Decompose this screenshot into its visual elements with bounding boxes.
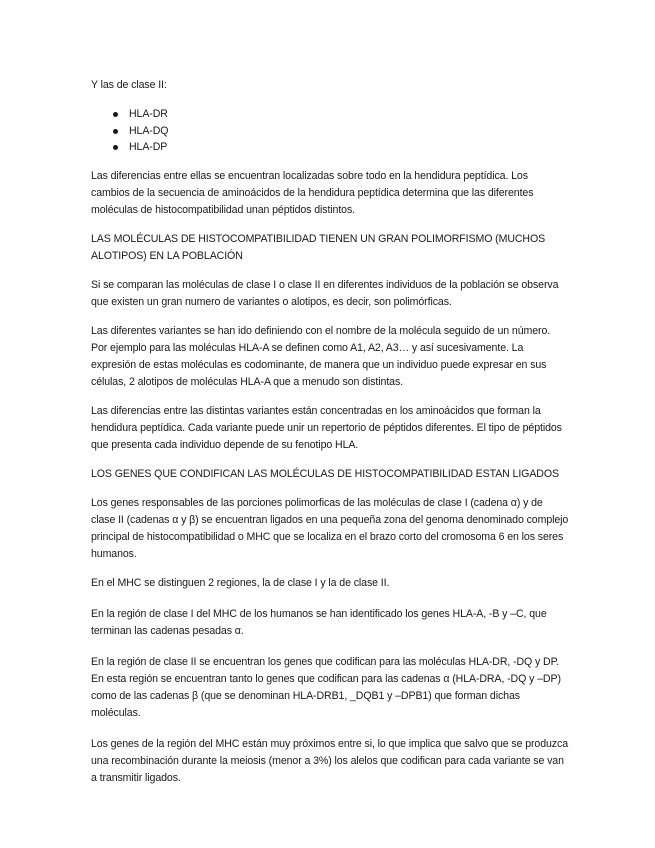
bullet-icon: [113, 129, 118, 134]
intro-line: Y las de clase II:: [91, 79, 167, 91]
paragraph-regions: En el MHC se distinguen 2 regiones, la de clase I y la de clase II.: [91, 576, 390, 589]
paragraph-mhc-genes: Los genes responsables de las porciones polimorficas de las moléculas de clase I (cadena α) y de clase II (cadenas α y β) se encuentran ligados en una pequeña zona del genoma denominado complejo principal de histocompatibilidad o MHC que se localiza en el brazo corto del cromosoma 6 en los seres humanos.: [91, 496, 569, 560]
paragraph-variants: Las diferentes variantes se han ido definiendo con el nombre de la molécula seguido de un número. Por ejemplo para las moléculas HLA-A se definen como A1, A2, A3… y así sucesivamente. La expresión de estas moléculas es codominante, de manera que un individuo puede expresar en sus células, 2 alotipos de moléculas HLA-A que a menudo son distintas.: [91, 324, 551, 388]
bullet-icon: [113, 112, 118, 117]
section-heading-linked-genes: LOS GENES QUE CONDIFICAN LAS MOLÉCULAS DE HISTOCOMPATIBILIDAD ESTAN LIGADOS: [91, 467, 559, 480]
list-item-text: HLA-DP: [129, 141, 168, 153]
bullet-icon: [113, 145, 118, 150]
paragraph-linkage: Los genes de la región del MHC están muy próximos entre si, lo que implica que salvo que se produzca una recombinación durante la meiosis (menor a 3%) los alelos que codifican para cada variante se van a transmitir ligados.: [91, 737, 568, 784]
list-item-text: HLA-DQ: [129, 124, 169, 137]
section-heading-polymorphism: LAS MOLÉCULAS DE HISTOCOMPATIBILIDAD TIENEN UN GRAN POLIMORFISMO (MUCHOS ALOTIPOS) EN LA POBLACIÓN: [91, 232, 546, 262]
paragraph-comparison: Si se comparan las moléculas de clase I o clase II en diferentes individuos de la población se observa que existen un gran numero de variantes o alotipos, es decir, son polimórficas.: [91, 278, 559, 308]
paragraph-class-ii-region: En la región de clase II se encuentran los genes que codifican para las moléculas HLA-DR, -DQ y DP. En esta región se encuentran tanto lo genes que codifican para las cadenas α (HLA-DRA, -DQ y –DP) como de las cadenas β (que se denominan HLA-DRB1, _DQB1 y –DPB1) que forman dichas moléculas.: [91, 655, 561, 719]
list-item: [113, 106, 569, 123]
list-item-text: HLA-DR: [129, 108, 168, 120]
list-item: [113, 123, 569, 140]
list-item: [113, 139, 569, 156]
class-ii-list: [91, 106, 569, 156]
paragraph-peptide-cleft: Las diferencias entre las distintas variantes están concentradas en los aminoácidos que forman la hendidura peptídica. Cada variante puede unir un repertorio de péptidos diferentes. El tipo de péptidos que presenta cada individuo depende de su fenotipo HLA.: [91, 404, 562, 451]
paragraph-class-i-region: En la región de clase I del MHC de los humanos se han identificado los genes HLA-A, -B y –C, que terminan las cadenas pesadas α.: [91, 607, 547, 637]
paragraph-differences: Las diferencias entre ellas se encuentran localizadas sobre todo en la hendidura peptídica. Los cambios de la secuencia de aminoácidos de la hendidura peptídica determina que las diferentes moléculas de histocompatibilidad unan péptidos distintos.: [91, 169, 534, 216]
